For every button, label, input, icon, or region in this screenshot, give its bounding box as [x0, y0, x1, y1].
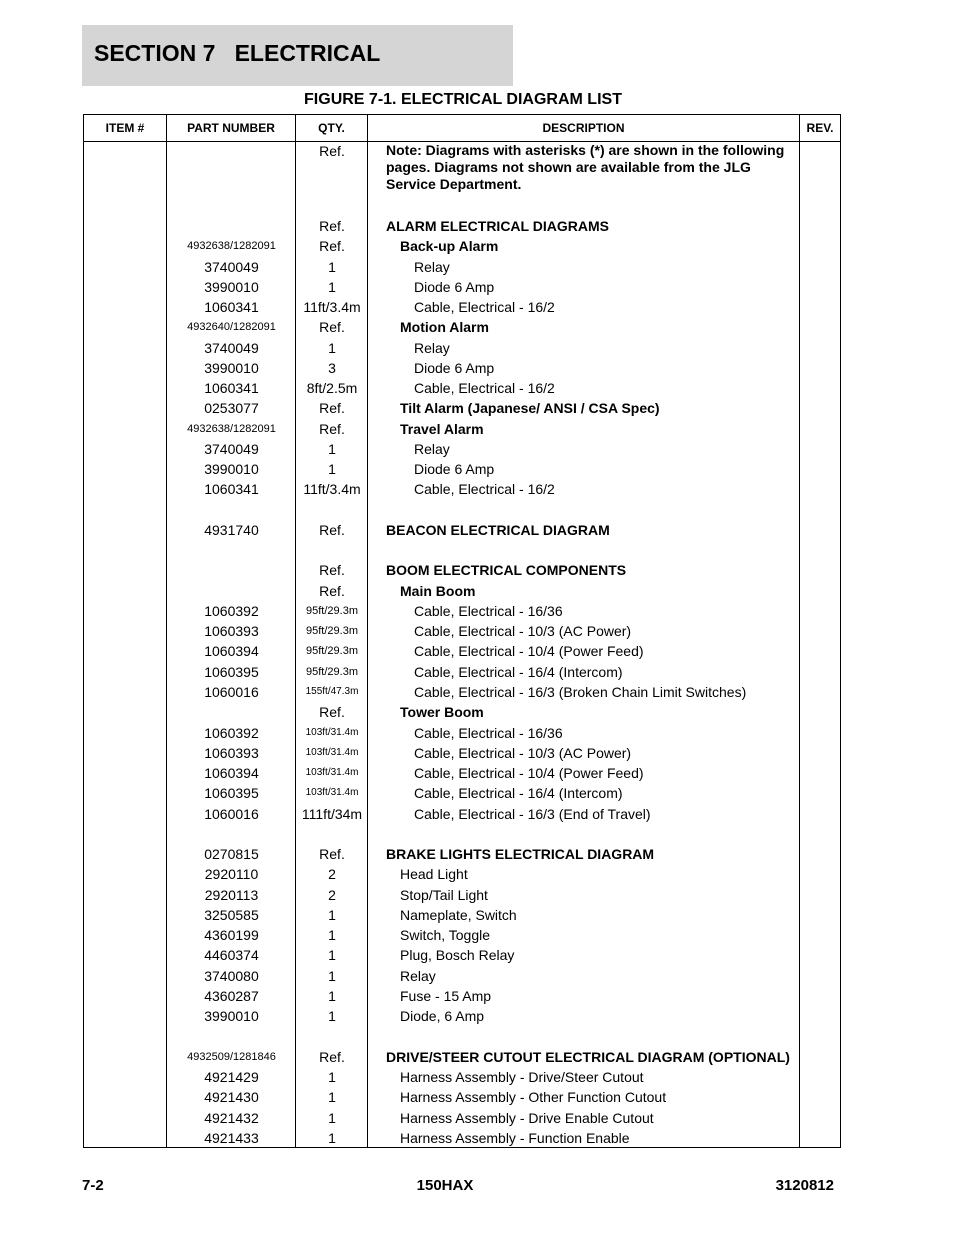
figure-title: FIGURE 7-1. ELECTRICAL DIAGRAM LIST [304, 91, 622, 108]
description-cell: BOOM ELECTRICAL COMPONENTS [386, 562, 627, 578]
page-number: 7-2 [82, 1177, 104, 1194]
part-number-cell: 1060394 [204, 765, 259, 781]
table-row [84, 845, 840, 865]
description-cell: Cable, Electrical - 16/36 [414, 725, 563, 741]
qty-cell: 2 [328, 887, 336, 903]
description-cell: Back-up Alarm [400, 238, 499, 254]
qty-cell: Ref. [319, 846, 345, 862]
description-cell: Cable, Electrical - 16/3 (Broken Chain Limit Switches) [414, 684, 747, 700]
qty-cell: 8ft/2.5m [306, 380, 358, 396]
part-number-cell: 1060016 [204, 684, 259, 700]
table-row [84, 886, 840, 906]
table-row [84, 521, 840, 541]
description-cell: Plug, Bosch Relay [400, 947, 515, 963]
qty-cell: 95ft/29.3m [306, 666, 358, 678]
description-cell: Harness Assembly - Drive Enable Cutout [400, 1110, 654, 1126]
table-row [84, 663, 840, 683]
qty-cell: 1 [328, 279, 336, 295]
table-row [84, 237, 840, 257]
table-row [84, 480, 840, 500]
part-number-cell: 4921429 [204, 1069, 259, 1085]
qty-cell: 11ft/3.4m [303, 299, 361, 315]
part-number-cell: 1060393 [204, 745, 259, 761]
part-number-cell: 4921432 [204, 1110, 259, 1126]
description-cell: Switch, Toggle [400, 927, 491, 943]
table-row [84, 1048, 840, 1068]
qty-cell: 11ft/3.4m [303, 481, 361, 497]
qty-cell: 103ft/31.4m [305, 787, 359, 798]
part-number-cell: 1060395 [204, 785, 259, 801]
qty-cell: Ref. [319, 1049, 345, 1065]
part-number-cell: 2920110 [204, 866, 259, 882]
table-row [84, 1007, 840, 1027]
section-title: SECTION 7 ELECTRICAL [94, 40, 381, 66]
part-number-cell: 4932509/1281846 [187, 1051, 276, 1063]
description-cell: Note: Diagrams with asterisks (*) are shown in the following pages. Diagrams not shown are available from the JLG Service Department. [386, 142, 785, 192]
description-cell: Tilt Alarm (Japanese/ ANSI / CSA Spec) [400, 400, 660, 416]
description-cell: BEACON ELECTRICAL DIAGRAM [386, 522, 610, 538]
col-header-description: DESCRIPTION [542, 121, 625, 135]
table-row [84, 561, 840, 581]
table-row [84, 359, 840, 379]
table-row [84, 683, 840, 703]
table-row [84, 926, 840, 946]
qty-cell: 1 [328, 340, 336, 356]
part-number-cell: 1060016 [204, 806, 259, 822]
qty-cell: 1 [328, 1089, 336, 1105]
table-row [84, 764, 840, 784]
description-cell: Relay [414, 441, 450, 457]
qty-cell: Ref. [319, 522, 345, 538]
table-row [84, 1068, 840, 1088]
description-cell: Relay [414, 259, 450, 275]
part-number-cell: 3990010 [204, 360, 259, 376]
description-cell: Diode 6 Amp [414, 360, 495, 376]
col-header-part-number: PART NUMBER [187, 121, 275, 135]
part-number-cell: 1060392 [204, 725, 259, 741]
part-number-cell: 3740080 [204, 968, 259, 984]
part-number-cell: 3740049 [204, 340, 259, 356]
qty-cell: 1 [328, 988, 336, 1004]
qty-cell: 1 [328, 259, 336, 275]
col-header-qty: QTY. [318, 121, 345, 135]
table-row [84, 642, 840, 662]
table-row [84, 379, 840, 399]
qty-cell: 1 [328, 907, 336, 923]
qty-cell: Ref. [319, 562, 345, 578]
description-cell: Cable, Electrical - 16/3 (End of Travel) [414, 806, 651, 822]
description-cell: Tower Boom [400, 704, 484, 720]
qty-cell: 95ft/29.3m [306, 605, 358, 617]
part-number-cell: 1060392 [204, 603, 259, 619]
part-number-cell: 3990010 [204, 1008, 259, 1024]
table-row [84, 602, 840, 622]
description-cell: Motion Alarm [400, 319, 489, 335]
description-cell: Cable, Electrical - 16/4 (Intercom) [414, 664, 623, 680]
description-cell: ALARM ELECTRICAL DIAGRAMS [386, 218, 609, 234]
part-number-cell: 4460374 [204, 947, 259, 963]
qty-cell: 2 [328, 866, 336, 882]
qty-cell: 1 [328, 461, 336, 477]
part-number-cell: 4931740 [204, 522, 259, 538]
description-cell: Head Light [400, 866, 468, 882]
qty-cell: Ref. [319, 400, 345, 416]
table-row [84, 744, 840, 764]
table-row [84, 217, 840, 237]
qty-cell: 111ft/34m [301, 806, 363, 822]
part-number-cell: 1060341 [204, 299, 259, 315]
qty-cell: 1 [328, 441, 336, 457]
description-cell: Harness Assembly - Other Function Cutout [400, 1089, 667, 1105]
qty-cell: Ref. [319, 583, 345, 599]
table-row [84, 318, 840, 338]
description-cell: Cable, Electrical - 16/2 [414, 299, 555, 315]
description-cell: Cable, Electrical - 10/3 (AC Power) [414, 623, 632, 639]
description-cell: Cable, Electrical - 10/3 (AC Power) [414, 745, 632, 761]
qty-cell: 1 [328, 927, 336, 943]
table-row [84, 142, 840, 192]
table-row [84, 1088, 840, 1108]
table-row [84, 258, 840, 278]
table-row [84, 1129, 840, 1149]
description-cell: Cable, Electrical - 16/2 [414, 481, 555, 497]
description-cell: Harness Assembly - Drive/Steer Cutout [400, 1069, 644, 1085]
description-cell: Stop/Tail Light [400, 887, 488, 903]
description-cell: Diode 6 Amp [414, 461, 495, 477]
qty-cell: Ref. [319, 704, 345, 720]
part-number-cell: 1060393 [204, 623, 259, 639]
description-cell: Cable, Electrical - 16/36 [414, 603, 563, 619]
table-row [84, 865, 840, 885]
parts-table [83, 114, 841, 1148]
table-row [84, 987, 840, 1007]
part-number-cell: 1060394 [204, 643, 259, 659]
qty-cell: 95ft/29.3m [306, 645, 358, 657]
part-number-cell: 1060341 [204, 481, 259, 497]
description-cell: Diode 6 Amp [414, 279, 495, 295]
description-cell: BRAKE LIGHTS ELECTRICAL DIAGRAM [386, 846, 655, 862]
part-number-cell: 4921430 [204, 1089, 259, 1105]
table-row [84, 946, 840, 966]
qty-cell: 1 [328, 1110, 336, 1126]
table-row [84, 440, 840, 460]
part-number-cell: 4360287 [204, 988, 259, 1004]
qty-cell: 1 [328, 947, 336, 963]
qty-cell: 1 [328, 1130, 336, 1146]
qty-cell: Ref. [319, 218, 345, 234]
table-row [84, 1109, 840, 1129]
qty-cell: 1 [328, 1008, 336, 1024]
part-number-cell: 3990010 [204, 461, 259, 477]
part-number-cell: 4921433 [204, 1130, 259, 1146]
table-row [84, 399, 840, 419]
table-row [84, 703, 840, 723]
model-name: 150HAX [416, 1177, 474, 1194]
description-cell: Diode, 6 Amp [400, 1008, 485, 1024]
table-row [84, 906, 840, 926]
col-header-rev: REV. [806, 121, 834, 135]
qty-cell: 103ft/31.4m [305, 747, 359, 758]
qty-cell: 1 [328, 968, 336, 984]
document-number: 3120812 [775, 1177, 834, 1194]
qty-cell: Ref. [319, 421, 345, 437]
part-number-cell: 4932638/1282091 [187, 423, 276, 435]
description-cell: Relay [400, 968, 436, 984]
qty-cell: 3 [328, 360, 336, 376]
qty-cell: 155ft/47.3m [305, 686, 359, 697]
description-cell: Harness Assembly - Function Enable [400, 1130, 630, 1146]
table-row [84, 460, 840, 480]
part-number-cell: 4932638/1282091 [187, 240, 276, 252]
table-row [84, 784, 840, 804]
description-cell: Fuse - 15 Amp [400, 988, 492, 1004]
qty-cell: Ref. [319, 319, 345, 335]
table-row [84, 420, 840, 440]
table-row [84, 339, 840, 359]
part-number-cell: 3740049 [204, 259, 259, 275]
table-row [84, 278, 840, 298]
description-cell: Cable, Electrical - 10/4 (Power Feed) [414, 765, 644, 781]
part-number-cell: 1060341 [204, 380, 259, 396]
table-row [84, 582, 840, 602]
part-number-cell: 4932640/1282091 [187, 321, 276, 333]
part-number-cell: 3990010 [204, 279, 259, 295]
description-cell: DRIVE/STEER CUTOUT ELECTRICAL DIAGRAM (OPTIONAL) [386, 1049, 790, 1065]
table-row [84, 967, 840, 987]
table-row [84, 298, 840, 318]
description-cell: Cable, Electrical - 16/4 (Intercom) [414, 785, 623, 801]
part-number-cell: 1060395 [204, 664, 259, 680]
part-number-cell: 0253077 [204, 400, 259, 416]
qty-cell: 103ft/31.4m [305, 767, 359, 778]
table-row [84, 622, 840, 642]
part-number-cell: 0270815 [204, 846, 259, 862]
qty-cell: Ref. [319, 238, 345, 254]
qty-cell: 103ft/31.4m [305, 727, 359, 738]
part-number-cell: 4360199 [204, 927, 259, 943]
part-number-cell: 3250585 [204, 907, 259, 923]
description-cell: Relay [414, 340, 450, 356]
description-cell: Cable, Electrical - 16/2 [414, 380, 555, 396]
description-cell: Travel Alarm [400, 421, 484, 437]
description-cell: Main Boom [400, 583, 476, 599]
description-cell: Cable, Electrical - 10/4 (Power Feed) [414, 643, 644, 659]
qty-cell: Ref. [319, 143, 345, 159]
part-number-cell: 2920113 [204, 887, 259, 903]
part-number-cell: 3740049 [204, 441, 259, 457]
table-row [84, 724, 840, 744]
qty-cell: 1 [328, 1069, 336, 1085]
qty-cell: 95ft/29.3m [306, 625, 358, 637]
col-header-item: ITEM # [105, 121, 145, 135]
table-row [84, 805, 840, 825]
description-cell: Nameplate, Switch [400, 907, 517, 923]
